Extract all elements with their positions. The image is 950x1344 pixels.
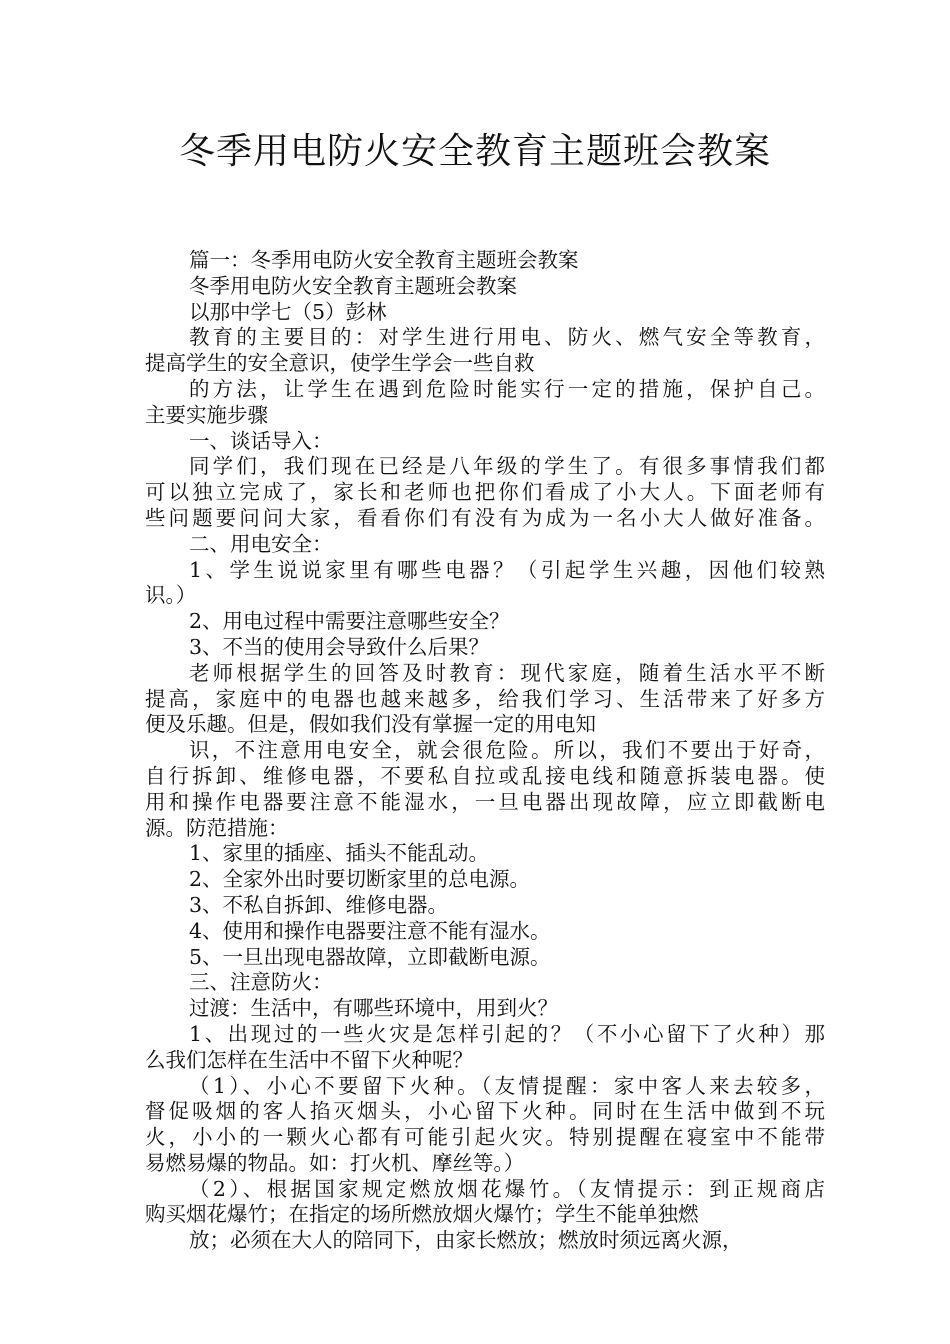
body-line: 1、家里的插座、插头不能乱动。 (189, 841, 490, 866)
body-line: （2）、根据国家规定燃放烟花爆竹。（友情提示：到正规商店 (189, 1176, 825, 1201)
body-line: 5、一旦出现电器故障，立即截断电源。 (189, 944, 551, 969)
body-line: 易燃易爆的物品。如：打火机、摩丝等。） (145, 1150, 525, 1175)
body-line: 篇一：冬季用电防火安全教育主题班会教案 (189, 248, 579, 272)
body-line: 火，小小的一颗火心都有可能引起火灾。特别提醒在寝室中不能带 (145, 1125, 825, 1150)
body-line: 一、谈话导入： (189, 428, 333, 453)
body-line: 1、学生说说家里有哪些电器？（引起学生兴趣，因他们较熟 (189, 557, 825, 582)
body-line: 购买烟花爆竹；在指定的场所燃放烟火爆竹；学生不能单独燃 (145, 1202, 699, 1227)
body-line: 3、不当的使用会导致什么后果？ (189, 634, 490, 659)
body-line: 识，不注意用电安全，就会很危险。所以，我们不要出于好奇， (189, 738, 825, 763)
body-line: 督促吸烟的客人掐灭烟头，小心留下火种。同时在生活中做到不玩 (145, 1099, 825, 1124)
body-line: 3、不私自拆卸、维修电器。 (189, 892, 449, 917)
body-line: 过渡：生活中，有哪些环境中，用到火？ (189, 996, 558, 1021)
body-line: 2、用电过程中需要注意哪些安全？ (189, 609, 510, 634)
body-line: 的方法，让学生在遇到危险时能实行一定的措施，保护自己。 (189, 376, 825, 401)
body-line: 4、使用和操作电器要注意不能有湿水。 (189, 918, 551, 943)
document-body (145, 248, 825, 1254)
body-line: 可以独立完成了，家长和老师也把你们看成了小大人。下面老师有 (145, 480, 825, 505)
body-line: 同学们，我们现在已经是八年级的学生了。有很多事情我们都 (189, 454, 825, 479)
body-line: 源。防范措施： (145, 815, 289, 840)
body-line: 些问题要问问大家，看看你们有没有为成为一名小大人做好准备。 (145, 505, 825, 530)
body-line: 么我们怎样在生活中不留下火种呢？ (145, 1047, 473, 1072)
body-line: 自行拆卸、维修电器，不要私自拉或乱接电线和随意拆装电器。使 (145, 763, 825, 788)
body-line: 二、用电安全： (189, 531, 333, 556)
body-line: 以那中学七（5）彭林 (189, 299, 387, 324)
body-line: 老师根据学生的回答及时教育：现代家庭，随着生活水平不断 (189, 660, 825, 685)
document-title: 冬季用电防火安全教育主题班会教案 (178, 131, 771, 172)
body-line: 2、全家外出时要切断家里的总电源。 (189, 867, 531, 892)
body-line: 教育的主要目的：对学生进行用电、防火、燃气安全等教育， (189, 325, 825, 350)
body-line: 用和操作电器要注意不能湿水，一旦电器出现故障，应立即截断电 (145, 789, 825, 814)
body-line: 主要实施步骤 (145, 402, 268, 427)
body-line: （1）、小心不要留下火种。（友情提醒：家中客人来去较多， (189, 1073, 825, 1098)
body-line: 冬季用电防火安全教育主题班会教案 (189, 273, 517, 298)
body-line: 提高学生的安全意识，使学生学会一些自救 (145, 351, 535, 376)
body-line: 便及乐趣。但是，假如我们没有掌握一定的用电知 (145, 712, 596, 737)
body-line: 1、出现过的一些火灾是怎样引起的？（不小心留下了火种）那 (189, 1021, 825, 1046)
body-line: 三、注意防火： (189, 970, 333, 995)
body-line: 放；必须在大人的陪同下，由家长燃放；燃放时须远离火源， (189, 1228, 743, 1253)
body-line: 识。） (145, 583, 197, 608)
body-line: 提高，家庭中的电器也越来越多，给我们学习、生活带来了好多方 (145, 686, 825, 711)
